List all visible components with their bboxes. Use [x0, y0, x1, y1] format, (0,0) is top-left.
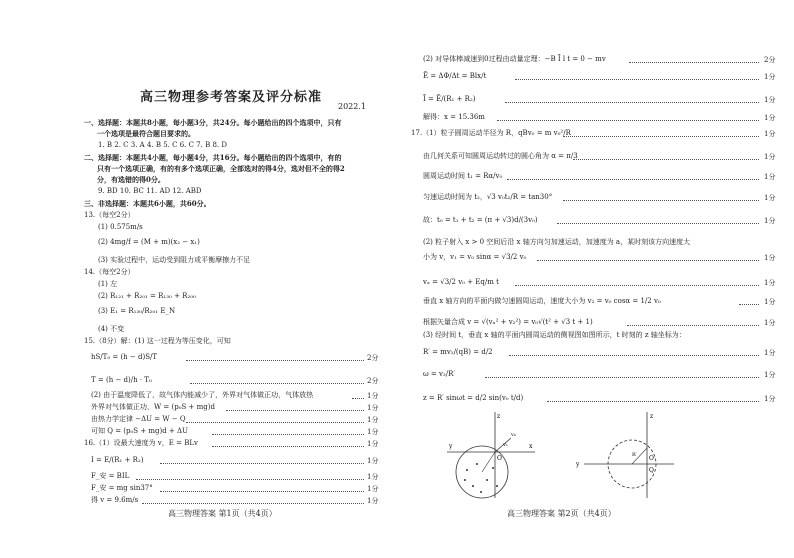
- fig2-label: z: [650, 413, 654, 420]
- dot-leader: [537, 260, 759, 261]
- q15-eq1: hS/T₀ = (h − d)S/T: [91, 353, 158, 361]
- dot-leader: [627, 325, 759, 326]
- dot-leader: [557, 223, 759, 224]
- fig1-label: y: [449, 443, 453, 450]
- q16-2-line: (2) 对导体棒减速到0过程由动量定理：−B Ī l t = 0 − mv: [423, 55, 606, 63]
- dot-leader: [212, 434, 364, 435]
- q14-2: (2) R₁₂₁ + R₂₀₁ = R₁₃₀ + R₂₀₀: [98, 292, 196, 300]
- q17-v1: 小为 v，v₁ = v₀ sinα = √3/2 v₀: [423, 253, 527, 261]
- q16-1: 16.（1）设最大速度为 v，E = BLv: [84, 439, 198, 447]
- dot-leader: [497, 120, 759, 121]
- score: 1分: [764, 153, 776, 161]
- score: 1分: [764, 73, 776, 81]
- score: 1分: [764, 319, 776, 327]
- dot-leader: [563, 200, 759, 201]
- q15-2a: (2) 由于温度降低了，故气体内能减少了，外界对气体做正功，气体放热: [91, 391, 314, 399]
- dot-leader: [142, 503, 364, 504]
- fig2-label: R′: [632, 452, 637, 458]
- score: 1分: [764, 96, 776, 104]
- q14-4: (4) 不变: [98, 325, 125, 333]
- dot-leader: [160, 463, 364, 464]
- q17-3: (3) 经时间 t，垂直 x 轴的平面内圆周运动的侧视图如图所示，t 时刻的 z 轴坐标为：: [423, 331, 686, 339]
- dot-leader: [136, 479, 364, 480]
- q14-heading: 14.（每空2分）: [84, 268, 135, 276]
- score: 2分: [367, 354, 379, 362]
- q15-eq2: T = (h − d)/h · T₀: [91, 376, 152, 384]
- score: 1分: [367, 416, 379, 424]
- q16-eq-f2: F_安 = mg sin37°: [91, 484, 153, 492]
- q17-1: 17.（1）粒子圆周运动半径为 R，qBv₀ = m v₀²/R: [411, 129, 571, 137]
- score: 1分: [764, 279, 776, 287]
- q17-z: z = R′ sinωt = d/2 sin(v₀ t/d): [423, 394, 524, 402]
- dot-leader: [739, 304, 759, 305]
- score: 2分: [367, 377, 379, 385]
- dot-leader: [186, 360, 364, 361]
- dot-leader: [629, 62, 759, 63]
- q16-current: Ī = Ē/(R₁ + R₂): [423, 95, 476, 103]
- dot-leader: [226, 410, 364, 411]
- page-title: 高三物理参考答案及评分标准: [140, 90, 323, 105]
- dot-leader: [515, 79, 759, 80]
- dot-leader: [515, 285, 759, 286]
- q15-2c: 由热力学定律 −ΔU = W − Q: [91, 415, 186, 423]
- q17-r: R′ = mv₂/(qB) = d/2: [423, 348, 493, 356]
- score: 1分: [764, 298, 776, 306]
- dot-leader: [507, 179, 759, 180]
- q16-eq-i: I = E/(R₁ + R₂): [91, 456, 144, 464]
- score: 1分: [367, 392, 379, 400]
- score: 1分: [764, 371, 776, 379]
- score: 1分: [764, 349, 776, 357]
- section-2-heading-cont2: 分，有选错的得0分。: [97, 175, 165, 184]
- fig1-label: v₀: [511, 432, 516, 438]
- score: 1分: [764, 194, 776, 202]
- mc-answers-2: 9. BD 10. BC 11. AD 12. ABD: [98, 187, 202, 195]
- dot-leader: [352, 398, 364, 399]
- dot-leader: [573, 159, 759, 160]
- score: 1分: [367, 440, 379, 448]
- score: 1分: [764, 217, 776, 225]
- dot-leader: [509, 355, 759, 356]
- q17-t2: 匀速运动时间为 t₂，√3 v₀t₂/R = tan30°: [423, 193, 553, 201]
- score: 1分: [764, 395, 776, 403]
- fig2-label: Q: [649, 467, 654, 474]
- q13-2: (2) 4mg/f = (M + m)(x₂ − x₁): [98, 238, 200, 246]
- q13-heading: 13.（每空2分）: [84, 211, 135, 219]
- score: 1分: [764, 254, 776, 262]
- figure-2-diagram: [572, 408, 692, 500]
- q17-2: (2) 粒子射入 x > 0 空间后沿 x 轴方向匀加速运动，加速度为 a，某时刻该方向速度大: [423, 238, 691, 246]
- q15-heading: 15.（8分）解：(1) 这一过程为等压变化，可知: [84, 337, 231, 345]
- q13-1: (1) 0.575m/s: [98, 223, 143, 231]
- q16-result: 得 v = 9.6m/s: [91, 496, 139, 504]
- score: 1分: [764, 114, 776, 122]
- q13-3: (3) 实验过程中，运动受到阻力或平衡摩擦力不足: [98, 256, 251, 264]
- score: 1分: [367, 497, 379, 505]
- section-2-heading: 二、选择题：本题共4小题，每小题4分，共16分。每小题给出的四个选项中，有的: [84, 153, 342, 162]
- q16-emf: Ē = ΔΦ/Δt = Blx/t: [423, 72, 487, 80]
- score: 1分: [367, 428, 379, 436]
- q17-t1: 圆周运动时间 t₁ = Rα/v₀: [423, 172, 503, 180]
- q14-3: (3) E₁ = R₁₃₀/R₂₀₁ E_N: [98, 307, 176, 315]
- figure-1-diagram: [437, 408, 557, 500]
- q14-1: (1) 左: [98, 280, 118, 288]
- dot-leader: [547, 401, 759, 402]
- score: 1分: [764, 130, 776, 138]
- score: 1分: [367, 485, 379, 493]
- section-1-heading-cont: 一个选项是最符合题目要求的。: [97, 129, 195, 138]
- dot-leader: [563, 136, 759, 137]
- q16-eq-f1: F_安 = BIL: [91, 472, 130, 480]
- q16-solution: 解得：x = 15.36m: [423, 113, 485, 121]
- page-footer: 高三物理答案 第2页（共4页）: [507, 509, 616, 518]
- q15-2b: 外界对气体做正功，W = (p₀S + mg)d: [91, 403, 215, 411]
- q17-angle: 由几何关系可知圆周运动转过的圆心角为 α = π/3: [423, 152, 578, 160]
- q15-2d: 可知 Q = (p₀S + mg)d + ΔU: [91, 427, 189, 435]
- date-label: 2022.1: [338, 102, 366, 111]
- page-footer: 高三物理答案 第1页（共4页）: [168, 509, 277, 518]
- fig1-label: x: [529, 443, 533, 450]
- fig1-label: O: [497, 455, 502, 462]
- section-2-heading-cont1: 只有一个选项正确，有的有多个选项正确，全部选对的得4分，选对但不全的得2: [97, 164, 345, 173]
- score: 1分: [367, 473, 379, 481]
- score: 1分: [367, 457, 379, 465]
- fig1-label: v₁: [503, 442, 508, 448]
- q17-v2: 垂直 x 轴方向的平面内做匀速圆周运动，速度大小为 v₂ = v₀ cosα = 1/2 v₀: [423, 297, 661, 305]
- fig1-label: z: [497, 413, 501, 420]
- fig2-label: O: [649, 455, 654, 462]
- q17-v: 根据矢量合成 v = √(vₓ² + v₂²) = v₀√(t² + √3 t + 1): [423, 318, 593, 326]
- mc-answers-1: 1. B 2. C 3. A 4. B 5. C 6. C 7. B 8. D: [98, 141, 227, 149]
- q17-omega: ω = v₂/R′: [423, 370, 456, 378]
- dot-leader: [485, 377, 759, 378]
- dot-leader: [160, 491, 364, 492]
- score: 1分: [764, 173, 776, 181]
- q17-t0: 故：t₀ = t₁ + t₂ = (π + √3)d/(3v₀): [423, 216, 538, 224]
- dot-leader: [505, 102, 759, 103]
- answer-page-2: [397, 0, 794, 558]
- q17-vx: vₓ = √3/2 v₀ + Eq/m t: [423, 278, 499, 286]
- section-3-heading: 三、非选择题：本题共6小题，共60分。: [84, 199, 211, 208]
- score: 2分: [764, 56, 776, 64]
- dot-leader: [186, 422, 364, 423]
- dot-leader: [190, 383, 364, 384]
- dot-leader: [212, 446, 364, 447]
- section-1-heading: 一、选择题：本题共8小题，每小题3分，共24分。每小题给出的四个选项中，只有: [84, 118, 342, 127]
- fig2-label: y: [576, 461, 580, 468]
- score: 1分: [367, 404, 379, 412]
